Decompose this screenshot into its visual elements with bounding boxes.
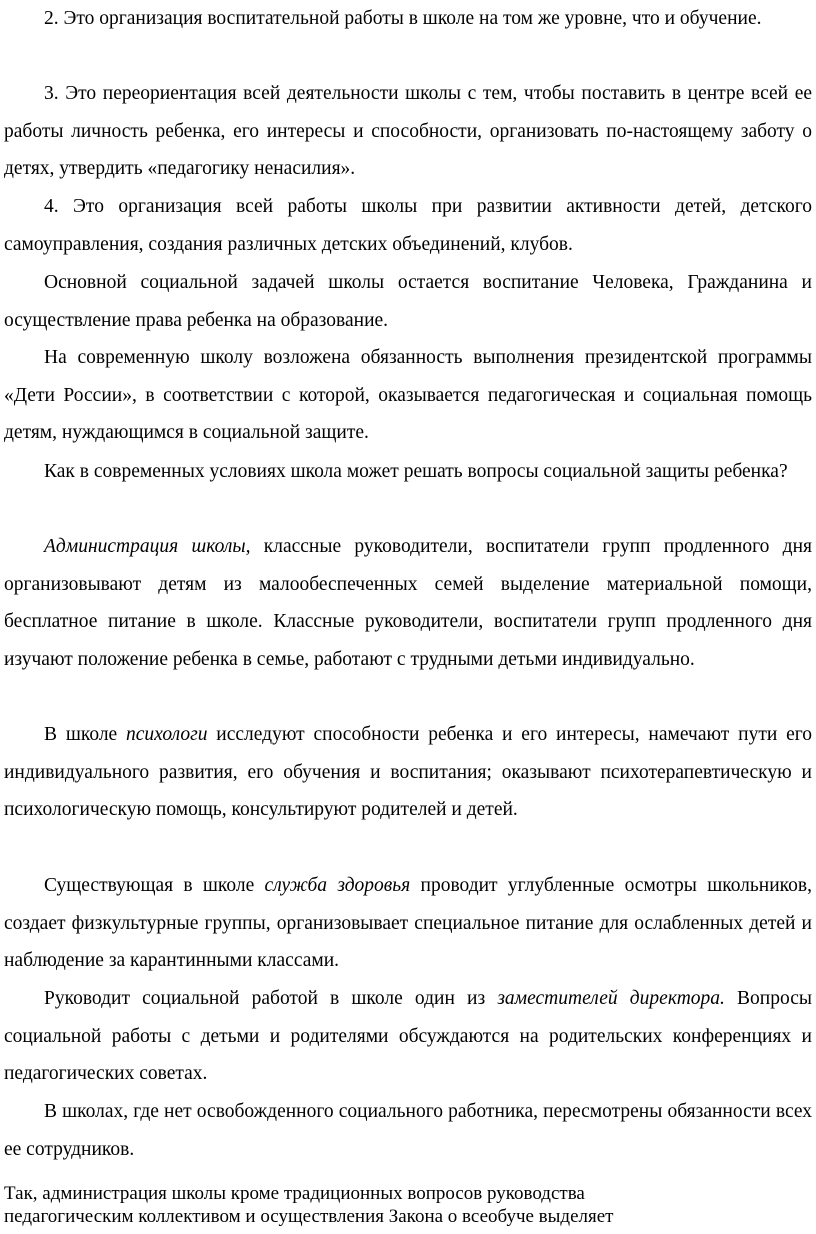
paragraph-item-4: 4. Это организация всей работы школы при развитии активности детей, детского самоуправления, создания различных детских объединений, клубов. — [4, 196, 812, 255]
paragraph-schools-without-worker: В школах, где нет освобожденного социального работника, пересмотрены обязанности всех ее сотрудников. — [4, 1101, 812, 1160]
final-paragraph — [4, 1182, 812, 1228]
paragraph-program: На современную школу возложена обязанность выполнения президентской программы «Дети России», в соответствии с которой, оказывается педагогическая и социальная помощь детям, нуждающимся в социальной защите. — [4, 347, 812, 443]
italic-term: заместителей директора. — [497, 988, 725, 1009]
italic-term: Администрация школы, — [44, 536, 251, 557]
paragraph-social-task: Основной социальной задачей школы остается воспитание Человека, Гражданина и осуществление права ребенка на образование. — [4, 272, 812, 331]
italic-term: психологи — [126, 724, 208, 745]
paragraph-item-3: 3. Это переориентация всей деятельности школы с тем, чтобы поставить в центре всей ее работы личность ребенка, его интересы и способности, организовать по-настоящему заботу о детях, утвердить «педагогику ненасилия». — [4, 83, 812, 179]
paragraph-psychologists: В школе психологи исследуют способности ребенка и его интересы, намечают пути его индивидуального развития, его обучения и воспитания; оказывают психотерапевтическую и психологическую помощь, консультируют родителей и детей. — [4, 724, 813, 820]
paragraph-deputy-director: Руководит социальной работой в школе один из заместителей директора. Вопросы социальной работы с детьми и родителями обсуждаются на родительских конференциях и педагогических советах. — [4, 988, 812, 1084]
paragraph-health-service: Существующая в школе служба здоровья проводит углубленные осмотры школьников, создает физкультурные группы, организовывает специальное питание для ослабленных детей и наблюдение за карантинными классами. — [4, 875, 812, 971]
final-line-2: педагогическим коллективом и осуществления Закона о всеобуче выделяет — [4, 1206, 614, 1227]
paragraph-question: Как в современных условиях школа может решать вопросы социальной защиты ребенка? — [44, 461, 788, 482]
italic-term: служба здоровья — [264, 875, 411, 896]
paragraph-administration: Администрация школы, классные руководители, воспитатели групп продленного дня организовывают детям из малообеспеченных семей выделение материальной помощи, бесплатное питание в школе. Классные руководители, воспитатели групп продленного дня изучают положение ребенка в семье, работают с трудными детьми индивидуально. — [4, 536, 812, 670]
final-line-1: Так, администрация школы кроме традиционных вопросов руководства — [4, 1183, 585, 1204]
paragraph-item-2: 2. Это организация воспитательной работы в школе на том же уровне, что и обучение. — [44, 8, 762, 29]
